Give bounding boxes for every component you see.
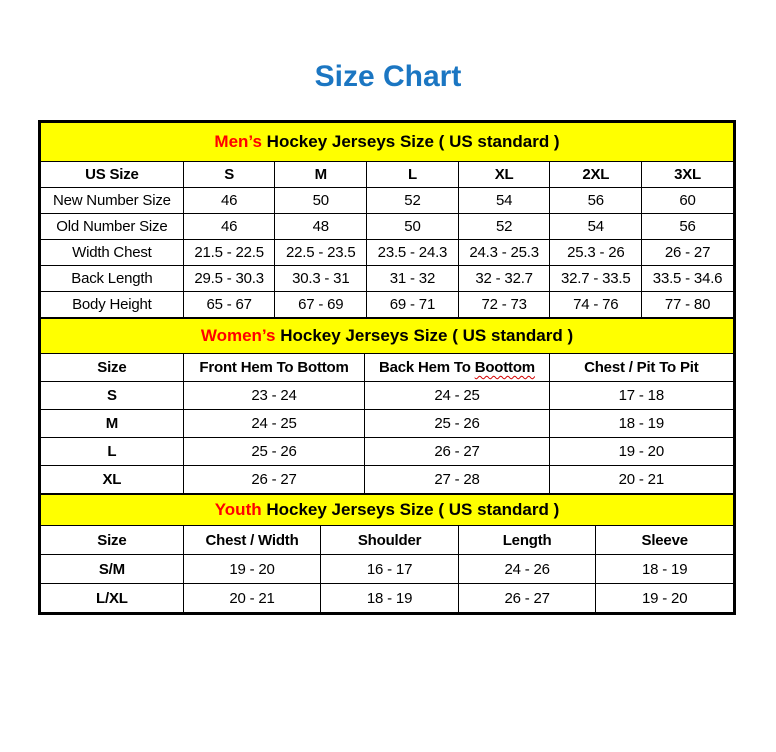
- table-cell: 46: [183, 214, 275, 240]
- caption-row: [41, 319, 734, 354]
- table-caption: [41, 495, 734, 526]
- table-cell: 52: [458, 214, 550, 240]
- column-header: Size: [41, 526, 184, 555]
- table-row: [41, 240, 734, 266]
- table-cell: 56: [550, 188, 642, 214]
- row-label: S: [41, 382, 184, 410]
- caption-title-text: Hockey Jerseys Size ( US standard ): [261, 500, 560, 519]
- caption-title-text: Hockey Jerseys Size ( US standard ): [275, 326, 574, 345]
- column-header: L: [367, 162, 459, 188]
- table-row: [41, 438, 734, 466]
- table-row: [41, 584, 734, 613]
- table-cell: 27 - 28: [365, 466, 549, 494]
- mens-table-grid: [40, 122, 734, 318]
- table-cell: 20 - 21: [549, 466, 733, 494]
- row-label: L: [41, 438, 184, 466]
- table-cell: 19 - 20: [549, 438, 733, 466]
- table-row: [41, 266, 734, 292]
- table-cell: 29.5 - 30.3: [183, 266, 275, 292]
- table-row: [41, 466, 734, 494]
- row-label: Back Length: [41, 266, 184, 292]
- column-header: Size: [41, 354, 184, 382]
- table-cell: 26 - 27: [458, 584, 596, 613]
- table-cell: 46: [183, 188, 275, 214]
- table-cell: 17 - 18: [549, 382, 733, 410]
- column-header: M: [275, 162, 367, 188]
- table-row: [41, 188, 734, 214]
- table-cell: 54: [550, 214, 642, 240]
- table-row: [41, 410, 734, 438]
- table-cell: 24 - 25: [183, 410, 365, 438]
- table-row: [41, 292, 734, 318]
- row-label: New Number Size: [41, 188, 184, 214]
- table-cell: 52: [367, 188, 459, 214]
- row-label: L/XL: [41, 584, 184, 613]
- column-header: 3XL: [642, 162, 734, 188]
- table-cell: 16 - 17: [321, 555, 459, 584]
- table-row: [41, 214, 734, 240]
- table-cell: 69 - 71: [367, 292, 459, 318]
- youth-size-table: [40, 494, 734, 613]
- table-cell: 32.7 - 33.5: [550, 266, 642, 292]
- row-label: XL: [41, 466, 184, 494]
- caption-category-label: Youth: [214, 500, 262, 519]
- table-cell: 25.3 - 26: [550, 240, 642, 266]
- table-cell: 25 - 26: [365, 410, 549, 438]
- table-cell: 60: [642, 188, 734, 214]
- column-header: Shoulder: [321, 526, 459, 555]
- table-cell: 24.3 - 25.3: [458, 240, 550, 266]
- table-row: [41, 555, 734, 584]
- table-caption: [41, 319, 734, 354]
- table-cell: 24 - 26: [458, 555, 596, 584]
- table-cell: 21.5 - 22.5: [183, 240, 275, 266]
- page-title: Size Chart: [314, 60, 462, 93]
- row-label: S/M: [41, 555, 184, 584]
- row-label: M: [41, 410, 184, 438]
- table-cell: 72 - 73: [458, 292, 550, 318]
- header-row: [41, 354, 734, 382]
- womens-size-table: [40, 318, 734, 494]
- table-cell: 30.3 - 31: [275, 266, 367, 292]
- column-header: Length: [458, 526, 596, 555]
- table-cell: 26 - 27: [183, 466, 365, 494]
- row-label: Width Chest: [41, 240, 184, 266]
- table-cell: 18 - 19: [549, 410, 733, 438]
- misspelled-word: Boottom: [474, 359, 535, 376]
- header-row: [41, 162, 734, 188]
- table-cell: 20 - 21: [183, 584, 321, 613]
- caption-title-text: Hockey Jerseys Size ( US standard ): [261, 132, 560, 151]
- mens-size-table: [40, 122, 734, 318]
- table-cell: 48: [275, 214, 367, 240]
- column-header: S: [183, 162, 275, 188]
- caption-category-label: Women’s: [200, 326, 276, 345]
- size-chart-page: [0, 60, 776, 607]
- table-cell: 32 - 32.7: [458, 266, 550, 292]
- column-header: Sleeve: [596, 526, 734, 555]
- column-header-text: Back Hem To: [379, 359, 475, 376]
- column-header: US Size: [41, 162, 184, 188]
- table-cell: 19 - 20: [596, 584, 734, 613]
- table-cell: 50: [275, 188, 367, 214]
- table-cell: 77 - 80: [642, 292, 734, 318]
- table-cell: 31 - 32: [367, 266, 459, 292]
- table-cell: 19 - 20: [183, 555, 321, 584]
- youth-table-grid: [40, 494, 734, 613]
- table-cell: 56: [642, 214, 734, 240]
- table-cell: 26 - 27: [365, 438, 549, 466]
- size-chart-tables: [38, 120, 736, 615]
- header-row: [41, 526, 734, 555]
- column-header: 2XL: [550, 162, 642, 188]
- column-header: XL: [458, 162, 550, 188]
- womens-table-grid: [40, 318, 734, 494]
- table-cell: 54: [458, 188, 550, 214]
- table-row: [41, 382, 734, 410]
- caption-row: [41, 123, 734, 162]
- table-cell: 18 - 19: [596, 555, 734, 584]
- table-cell: 18 - 19: [321, 584, 459, 613]
- table-cell: 23 - 24: [183, 382, 365, 410]
- caption-row: [41, 495, 734, 526]
- table-cell: 25 - 26: [183, 438, 365, 466]
- column-header: Chest / Pit To Pit: [549, 354, 733, 382]
- table-cell: 24 - 25: [365, 382, 549, 410]
- table-cell: 33.5 - 34.6: [642, 266, 734, 292]
- row-label: Old Number Size: [41, 214, 184, 240]
- column-header: Chest / Width: [183, 526, 321, 555]
- column-header: [365, 354, 549, 382]
- table-cell: 67 - 69: [275, 292, 367, 318]
- table-cell: 50: [367, 214, 459, 240]
- table-cell: 26 - 27: [642, 240, 734, 266]
- table-cell: 74 - 76: [550, 292, 642, 318]
- table-cell: 23.5 - 24.3: [367, 240, 459, 266]
- table-cell: 22.5 - 23.5: [275, 240, 367, 266]
- row-label: Body Height: [41, 292, 184, 318]
- table-caption: [41, 123, 734, 162]
- column-header: Front Hem To Bottom: [183, 354, 365, 382]
- table-cell: 65 - 67: [183, 292, 275, 318]
- caption-category-label: Men’s: [214, 132, 262, 151]
